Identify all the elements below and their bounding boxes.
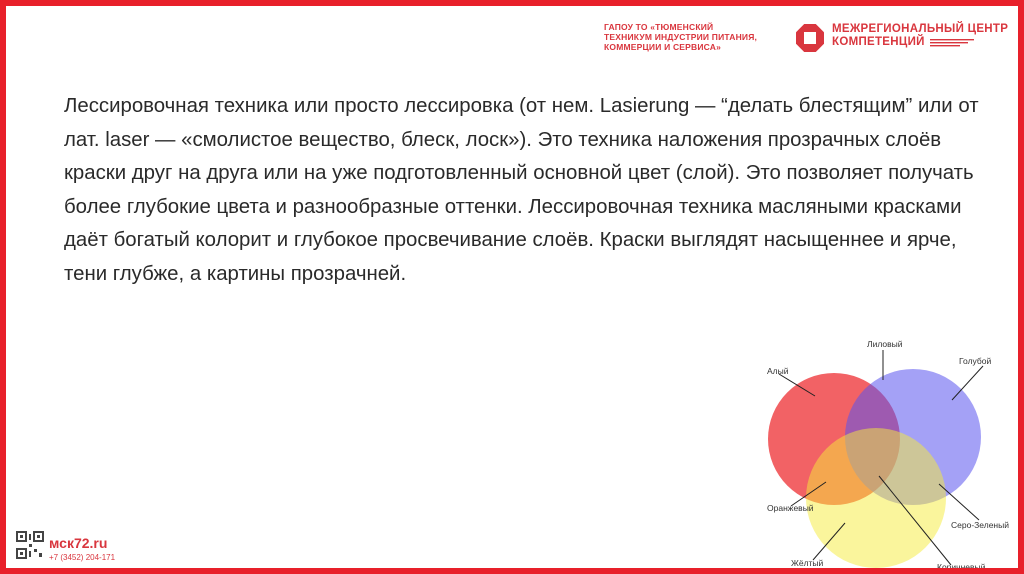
main-paragraph: Лессировочная техника или просто лессировка (от нем. Lasierung — “делать блестящим” или от лат. laser — «смолистое вещество, блеск, лоск»). Это техника наложения прозрачных слоёв краски друг на друга или на уже подготовленный основной цвет (слой). Это позволяет получать более глубокие цвета и разнообразные оттенки. Лессировочная техника масляными красками даёт богатый колорит и глубокое просвечивание слоёв. Краски выглядят насыщеннее и ярче, тени глубже, а картины прозрачней. — [64, 95, 979, 285]
mcc-logo-icon — [796, 24, 824, 52]
venn-label-grey-green: Серо-Зеленый — [951, 520, 1009, 530]
venn-label-brown: Коричневый — [937, 562, 986, 572]
venn-label-purple: Лиловый — [867, 339, 903, 349]
mcc-title-line: КОМПЕТЕНЦИЙ — [832, 36, 925, 48]
site-phone: +7 (3452) 204-171 — [49, 553, 116, 562]
venn-label-yellow: Жёлтый — [791, 558, 824, 568]
org-name-line: ТЕХНИКУМ ИНДУСТРИИ ПИТАНИЯ, — [604, 32, 758, 42]
venn-label-red: Алый — [767, 366, 789, 376]
org-name — [604, 22, 776, 52]
site-url[interactable]: мск72.ru — [49, 535, 108, 551]
venn-label-blue: Голубой — [959, 356, 992, 366]
mcc-brand — [796, 21, 1016, 55]
mcc-tagline-mark — [930, 38, 980, 48]
color-venn-diagram — [761, 336, 1011, 572]
mcc-title-line: МЕЖРЕГИОНАЛЬНЫЙ ЦЕНТР — [832, 23, 1009, 35]
qr-code-icon — [16, 531, 44, 559]
org-name-line: ГАПОУ ТО «ТЮМЕНСКИЙ — [604, 22, 714, 32]
mcc-title — [832, 23, 1008, 49]
venn-label-orange: Оранжевый — [767, 503, 814, 513]
org-name-line: КОММЕРЦИИ И СЕРВИСА» — [604, 42, 722, 52]
venn-circle-yellow — [806, 428, 946, 568]
